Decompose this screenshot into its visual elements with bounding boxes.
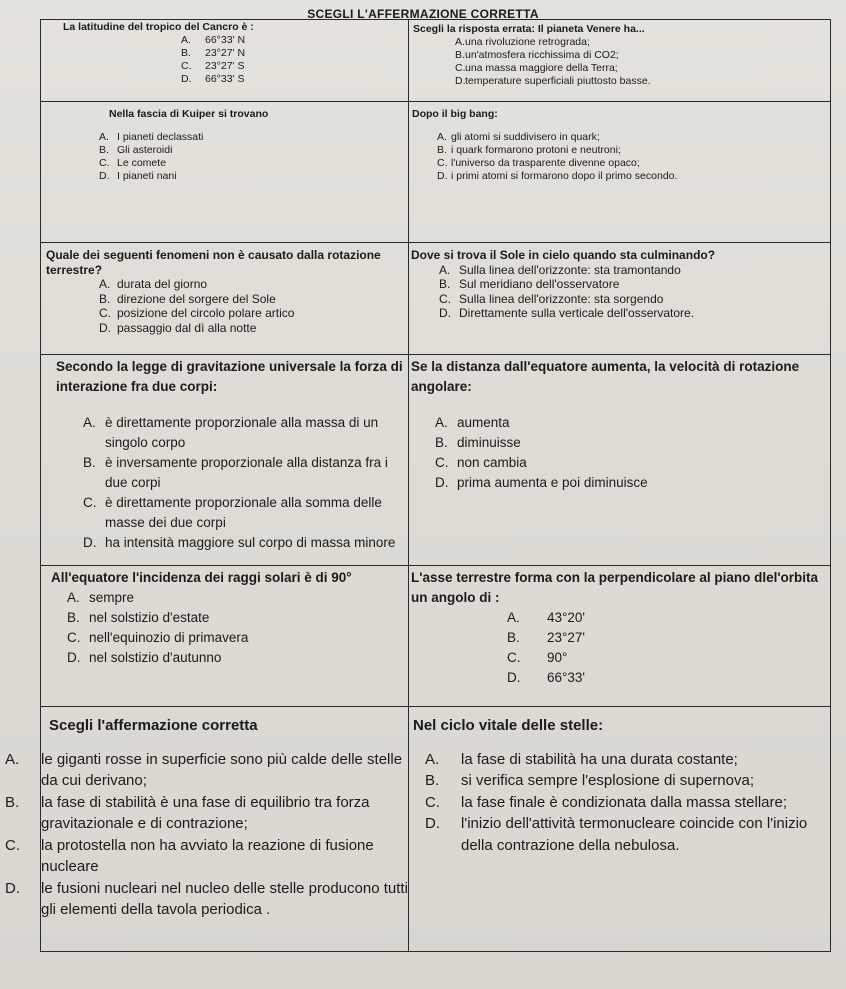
answer-options	[181, 34, 408, 86]
option-text: temperature superficiali piuttosto basse.	[465, 75, 651, 87]
option-letter: D.	[5, 879, 20, 897]
option-letter: C.	[83, 495, 97, 510]
option-letter: C.	[437, 157, 448, 169]
answer-options	[5, 749, 408, 921]
answer-option[interactable]	[437, 170, 830, 183]
answer-option[interactable]	[83, 533, 408, 553]
option-letter: C.	[181, 60, 192, 72]
answer-options	[67, 588, 408, 668]
option-text: 23°27'	[547, 630, 586, 645]
option-text: l'universo da trasparente divenne opaco;	[451, 157, 640, 169]
option-text: è direttamente proporzionale alla massa di un singolo corpo	[105, 415, 379, 450]
option-letter: D.	[67, 650, 81, 665]
option-letter: A.	[439, 262, 451, 277]
question-row	[41, 566, 831, 707]
answer-option[interactable]	[437, 144, 830, 157]
answer-option[interactable]	[435, 413, 830, 433]
option-text: passaggio dal dì alla notte	[117, 320, 257, 335]
option-text: è direttamente proporzionale alla somma delle masse dei due corpi	[105, 495, 382, 530]
question-cell-right	[409, 707, 831, 952]
option-text: nel solstizio d'autunno	[89, 650, 222, 665]
answer-option[interactable]	[5, 792, 408, 835]
option-text: Gli asteroidi	[117, 144, 173, 156]
answer-option[interactable]	[455, 49, 830, 62]
worksheet-title: SCEGLI L'AFFERMAZIONE CORRETTA	[307, 7, 539, 21]
option-letter: A.	[99, 131, 109, 143]
answer-option[interactable]	[425, 813, 830, 856]
option-text: 66°33' N	[205, 34, 246, 46]
option-text: una rivoluzione retrograda;	[465, 36, 590, 48]
answer-option[interactable]	[439, 263, 830, 278]
answer-option[interactable]	[439, 306, 830, 321]
answer-options	[425, 749, 830, 857]
question-cell-left	[41, 20, 409, 102]
answer-option[interactable]	[435, 473, 830, 493]
answer-option[interactable]	[439, 277, 830, 292]
option-letter: C.	[425, 793, 440, 811]
option-text: nel solstizio d'estate	[89, 610, 210, 625]
option-letter: A.	[435, 415, 448, 430]
answer-option[interactable]	[83, 493, 408, 533]
option-text: direzione del sorgere del Sole	[117, 291, 276, 306]
option-text: 90°	[547, 650, 568, 665]
answer-option[interactable]	[99, 170, 408, 183]
question-row	[41, 102, 831, 243]
answer-option[interactable]	[67, 608, 408, 628]
option-letter: A.	[99, 277, 111, 291]
question-text: L'asse terrestre forma con la perpendicolare al piano dlel'orbita un angolo di :	[411, 570, 819, 605]
option-letter: C.	[99, 157, 110, 169]
option-text: 66°33'	[547, 670, 586, 685]
option-text: I pianeti nani	[117, 170, 177, 182]
answer-option[interactable]	[435, 433, 830, 453]
question-text: Dopo il big bang:	[412, 108, 498, 120]
question-text: Secondo la legge di gravitazione universale la forza di interazione fra due corpi:	[56, 359, 403, 394]
option-text: Sulla linea dell'orizzonte: sta tramontando	[459, 262, 681, 277]
option-letter: C.	[439, 291, 451, 306]
option-text: ha intensità maggiore sul corpo di massa minore	[105, 535, 396, 550]
question-cell-right	[409, 243, 831, 355]
option-letter: B.	[507, 630, 520, 645]
answer-option[interactable]	[437, 131, 830, 144]
option-text: le giganti rosse in superficie sono più calde delle stelle da cui derivano;	[41, 750, 403, 789]
option-letter: A.	[83, 415, 96, 430]
question-cell-left	[5, 707, 409, 952]
question-row	[41, 707, 831, 952]
answer-option[interactable]	[99, 277, 408, 292]
option-text: prima aumenta e poi diminuisce	[457, 475, 648, 490]
question-text: Nella fascia di Kuiper si trovano	[109, 108, 269, 120]
answer-option[interactable]	[5, 835, 408, 878]
answer-option[interactable]	[67, 588, 408, 608]
answer-options	[455, 36, 830, 88]
option-letter: C.	[435, 455, 449, 470]
option-text: la fase di stabilità ha una durata costante;	[461, 750, 738, 768]
option-text: diminuisse	[457, 435, 521, 450]
answer-options	[99, 277, 408, 335]
answer-options	[99, 131, 408, 183]
question-text: Quale dei seguenti fenomeni non è causato dalla rotazione terrestre?	[46, 248, 381, 277]
answer-option[interactable]	[425, 792, 830, 814]
question-cell-right	[409, 102, 831, 243]
answer-option[interactable]	[99, 157, 408, 170]
question-row	[41, 20, 831, 102]
option-letter: C.	[99, 306, 111, 320]
answer-option[interactable]	[99, 144, 408, 157]
option-letter: D.	[181, 73, 192, 85]
option-letter: D.	[455, 75, 466, 87]
question-text: Scegli la risposta errata: Il pianeta Venere ha...	[413, 23, 645, 35]
option-letter: B.	[435, 435, 448, 450]
option-text: durata del giorno	[117, 277, 208, 291]
option-letter: B.	[99, 291, 111, 306]
option-letter: D.	[83, 535, 97, 550]
option-text: le fusioni nucleari nel nucleo delle stelle producono tutti gli elementi della tavola periodica .	[41, 879, 408, 918]
option-letter: A.	[507, 610, 520, 625]
option-text: Sul meridiano dell'osservatore	[459, 277, 620, 291]
answer-option[interactable]	[507, 648, 830, 668]
answer-option[interactable]	[181, 47, 408, 60]
option-letter: B.	[437, 144, 447, 156]
option-text: Le comete	[117, 157, 167, 169]
option-letter: B.	[99, 144, 109, 156]
answer-option[interactable]	[99, 321, 408, 336]
option-text: 23°27' N	[205, 47, 246, 59]
option-letter: B.	[439, 277, 451, 291]
answer-options	[507, 608, 830, 688]
answer-option[interactable]	[99, 292, 408, 307]
answer-option[interactable]	[5, 749, 408, 792]
answer-options	[83, 413, 408, 553]
option-letter: D.	[425, 815, 440, 832]
option-letter: C.	[5, 836, 20, 854]
question-row	[41, 243, 831, 355]
option-text: la protostella non ha avviato la reazione di fusione nucleare	[41, 836, 374, 875]
question-cell-left	[41, 566, 409, 707]
option-text: Sulla linea dell'orizzonte: sta sorgendo	[459, 291, 664, 306]
answer-option[interactable]	[99, 306, 408, 321]
option-text: un'atmosfera ricchissima di CO2;	[465, 49, 619, 61]
answer-option[interactable]	[437, 157, 830, 170]
answer-option[interactable]	[507, 668, 830, 688]
option-letter: C.	[455, 62, 466, 74]
answer-options	[435, 413, 830, 493]
question-row	[41, 355, 831, 566]
option-letter: D.	[507, 670, 521, 685]
answer-option[interactable]	[83, 453, 408, 493]
option-letter: B.	[181, 47, 191, 59]
question-cell-left	[41, 355, 409, 566]
question-text: La latitudine del tropico del Cancro è :	[63, 21, 254, 33]
option-text: una massa maggiore della Terra;	[465, 62, 618, 74]
option-text: i primi atomi si formarono dopo il primo secondo.	[451, 170, 678, 182]
option-letter: C.	[67, 630, 81, 645]
question-text: Se la distanza dall'equatore aumenta, la velocità di rotazione angolare:	[411, 359, 800, 394]
option-text: la fase finale è condizionata dalla massa stellare;	[461, 793, 788, 811]
option-letter: B.	[83, 455, 96, 470]
answer-option[interactable]	[181, 73, 408, 86]
question-text: Nel ciclo vitale delle stelle:	[413, 717, 604, 734]
question-text: Dove si trova il Sole in cielo quando sta culminando?	[411, 248, 716, 262]
answer-option[interactable]	[5, 878, 408, 921]
answer-option[interactable]	[435, 453, 830, 473]
option-text: non cambia	[457, 455, 527, 470]
option-text: si verifica sempre l'esplosione di supernova;	[461, 772, 755, 789]
option-letter: A.	[67, 590, 80, 605]
answer-option[interactable]	[507, 628, 830, 648]
question-cell-right	[409, 355, 831, 566]
answer-option[interactable]	[181, 34, 408, 47]
option-letter: D.	[437, 170, 448, 182]
option-letter: B.	[455, 49, 465, 61]
answer-option[interactable]	[439, 292, 830, 307]
option-letter: D.	[99, 320, 111, 335]
answer-option[interactable]	[425, 749, 830, 771]
option-letter: B.	[67, 610, 80, 625]
option-letter: A.	[181, 34, 191, 46]
question-text: All'equatore l'incidenza dei raggi solari è di 90°	[51, 570, 352, 585]
option-text: la fase di stabilità è una fase di equilibrio tra forza gravitazionale e di contrazione;	[41, 793, 370, 832]
option-letter: B.	[425, 772, 440, 789]
option-text: gli atomi si suddivisero in quark;	[451, 131, 600, 143]
option-text: sempre	[89, 590, 135, 605]
option-letter: D.	[439, 306, 451, 320]
answer-option[interactable]	[67, 648, 408, 668]
answer-option[interactable]	[507, 608, 830, 628]
answer-option[interactable]	[455, 75, 830, 88]
option-text: è inversamente proporzionale alla distanza fra i due corpi	[105, 455, 388, 490]
question-text: Scegli l'affermazione corretta	[49, 717, 258, 734]
option-text: posizione del circolo polare artico	[117, 306, 295, 320]
option-letter: A.	[425, 750, 440, 768]
option-letter: C.	[507, 650, 521, 665]
option-text: aumenta	[457, 415, 510, 430]
answer-option[interactable]	[425, 770, 830, 792]
question-cell-left	[41, 243, 409, 355]
answer-option[interactable]	[83, 413, 408, 453]
option-text: I pianeti declassati	[117, 131, 204, 143]
option-letter: A.	[455, 36, 465, 48]
option-text: Direttamente sulla verticale dell'osservatore.	[459, 306, 695, 320]
option-text: nell'equinozio di primavera	[89, 630, 249, 645]
option-text: 23°27' S	[205, 60, 245, 72]
option-letter: D.	[99, 170, 110, 182]
answer-option[interactable]	[455, 62, 830, 75]
option-letter: A.	[5, 750, 20, 768]
question-cell-left	[41, 102, 409, 243]
answer-option[interactable]	[181, 60, 408, 73]
option-letter: D.	[435, 475, 449, 490]
option-text: 66°33' S	[205, 73, 245, 85]
answer-options	[439, 263, 830, 321]
answer-options	[437, 131, 830, 183]
question-cell-right	[409, 566, 831, 707]
question-cell-right	[409, 20, 831, 102]
option-letter: A.	[437, 131, 447, 143]
option-text: i quark formarono protoni e neutroni;	[451, 144, 621, 156]
questions-table	[5, 19, 831, 952]
answer-option[interactable]	[99, 131, 408, 144]
answer-option[interactable]	[67, 628, 408, 648]
option-letter: B.	[5, 793, 20, 811]
option-text: 43°20'	[547, 610, 586, 625]
option-text: l'inizio dell'attività termonucleare coincide con l'inizio della contrazione della nebulosa.	[461, 815, 808, 854]
answer-option[interactable]	[455, 36, 830, 49]
